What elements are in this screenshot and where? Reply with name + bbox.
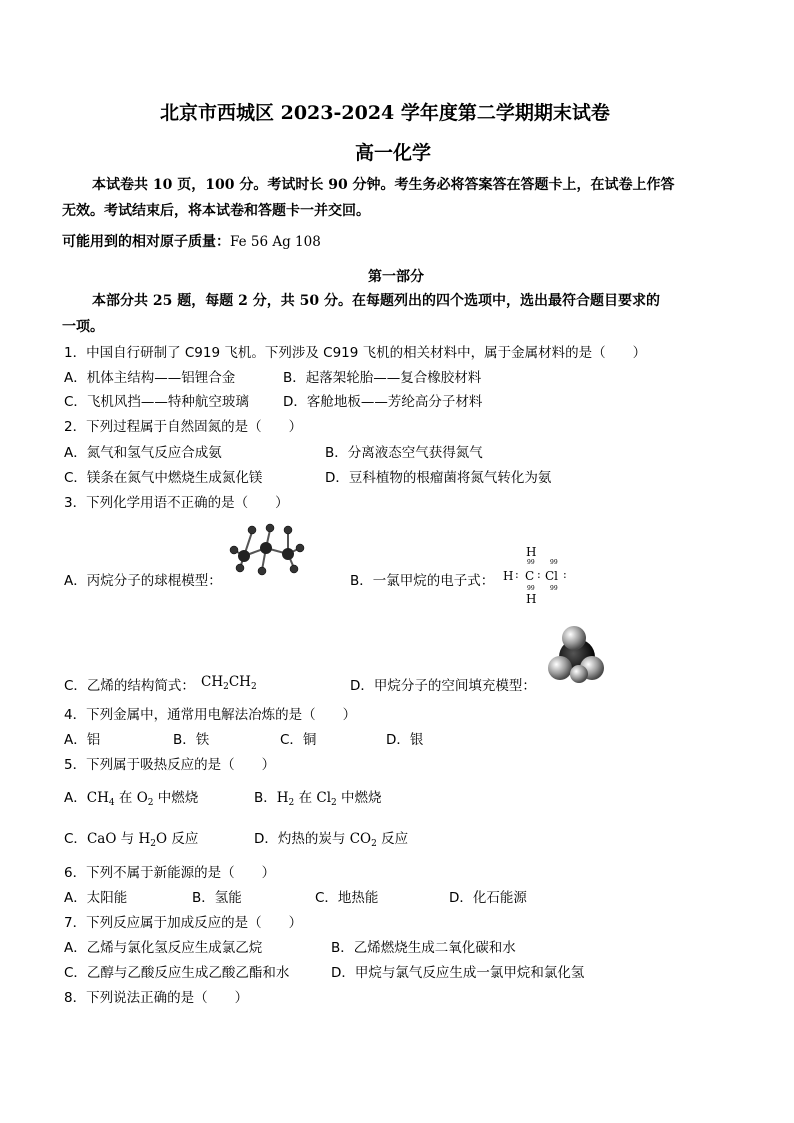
section-desc-1: 本部分共 25 题，每题 2 分，共 50 分。在每题列出的四个选项中，选出最符合题目要求的 <box>92 293 660 309</box>
q2-option-d: D．豆科植物的根瘤菌将氮气转化为氨 <box>325 470 552 486</box>
q5-stem: 5．下列属于吸热反应的是（ ） <box>64 757 276 773</box>
q7-option-c: C．乙醇与乙酸反应生成乙酸乙酯和水 <box>64 965 290 981</box>
formula-c: C <box>525 569 535 583</box>
propane-ball-stick-model <box>226 518 308 578</box>
intro-line-2: 无效。考试结束后，将本试卷和答题卡一并交回。 <box>62 203 370 219</box>
formula-h-top: H <box>526 545 537 559</box>
q6-option-b: B．氢能 <box>192 890 242 906</box>
q5-option-b <box>254 786 382 808</box>
q2-option-b: B．分离液态空气获得氮气 <box>325 445 483 461</box>
q5-b-h: H <box>276 790 289 806</box>
atomic-mass-line <box>62 231 321 251</box>
q5-a-in: 在 <box>114 790 137 806</box>
q5-b-prefix: B． <box>254 790 277 806</box>
dots-top-cl: 99 <box>550 559 558 566</box>
q1-option-b: B．起落架轮胎——复合橡胶材料 <box>283 370 482 386</box>
q5-option-d <box>254 827 408 849</box>
ethylene-ch-1: CH <box>201 674 224 690</box>
q5-c-sub-2: 2 <box>150 839 156 849</box>
q5-a-prefix: A． <box>64 790 87 806</box>
q4-stem: 4．下列金属中，通常用电解法冶炼的是（ ） <box>64 707 357 723</box>
q6-option-d: D．化石能源 <box>449 890 527 906</box>
q5-c-h: H <box>138 831 151 847</box>
q5-b-cl: Cl <box>316 790 332 806</box>
q2-option-c: C．镁条在氮气中燃烧生成氮化镁 <box>64 470 263 486</box>
q5-a-sub-4: 4 <box>108 798 115 808</box>
formula-h-bottom: H <box>526 592 537 606</box>
q3-option-d: D．甲烷分子的空间填充模型： <box>350 678 536 694</box>
q1-stem: 1．中国自行研制了 C919 飞机。下列涉及 C919 飞机的相关材料中，属于金属材料的是（ ） <box>64 345 647 361</box>
q3-option-b: B．一氯甲烷的电子式： <box>350 573 495 589</box>
q3-stem: 3．下列化学用语不正确的是（ ） <box>64 495 289 511</box>
intro-line-1: 本试卷共 10 页，100 分。考试时长 90 分钟。考生务必将答案答在答题卡上，在试卷上作答 <box>92 177 675 193</box>
q5-c-with: 与 <box>116 831 139 847</box>
ethylene-ch-2: CH <box>228 674 251 690</box>
q3-option-c: C．乙烯的结构简式： <box>64 678 195 694</box>
dots-bottom-c: 99 <box>527 585 535 592</box>
page-title: 北京市西城区 2023-2024 学年度第二学期期末试卷 <box>160 102 610 124</box>
q5-a-suffix: 中燃烧 <box>153 790 199 806</box>
formula-h-left: H <box>503 569 514 583</box>
q5-b-suffix: 中燃烧 <box>336 790 382 806</box>
q5-d-co: CO <box>349 831 372 847</box>
section-title: 第一部分 <box>368 269 424 285</box>
q8-stem: 8．下列说法正确的是（ ） <box>64 990 249 1006</box>
q5-a-sub-2: 2 <box>147 798 154 808</box>
colon-mid: : <box>537 568 541 581</box>
q7-option-a: A．乙烯与氯化氢反应生成氯乙烷 <box>64 940 263 956</box>
q3-option-a: A．丙烷分子的球棍模型： <box>64 573 222 589</box>
q6-option-c: C．地热能 <box>315 890 379 906</box>
q1-option-c: C．飞机风挡——特种航空玻璃 <box>64 394 249 410</box>
q5-c-o: O <box>156 831 168 847</box>
q5-c-suffix: 反应 <box>167 831 199 847</box>
q5-option-c <box>64 827 198 849</box>
q6-stem: 6．下列不属于新能源的是（ ） <box>64 865 276 881</box>
q5-b-sub-2b: 2 <box>331 798 337 808</box>
q2-option-a: A．氮气和氢气反应合成氨 <box>64 445 222 461</box>
q1-option-d: D．客舱地板——芳纶高分子材料 <box>283 394 483 410</box>
colon-right: : <box>563 568 567 581</box>
q4-option-a: A．铝 <box>64 732 101 748</box>
colon-left: : <box>515 568 519 581</box>
q5-d-suffix: 反应 <box>376 831 409 847</box>
q4-option-c: C．铜 <box>280 732 317 748</box>
q5-c-prefix: C． <box>64 831 87 847</box>
q7-option-b: B．乙烯燃烧生成二氧化碳和水 <box>331 940 516 956</box>
atomic-mass-values: Fe 56 Ag 108 <box>230 234 321 250</box>
q7-stem: 7．下列反应属于加成反应的是（ ） <box>64 915 303 931</box>
q6-option-a: A．太阳能 <box>64 890 128 906</box>
q5-d-prefix: D．灼热的炭与 <box>254 831 350 847</box>
ethylene-formula <box>201 674 257 692</box>
q5-d-sub-2: 2 <box>371 839 377 849</box>
chloromethane-electron-formula <box>503 545 573 607</box>
q4-option-b: B．铁 <box>173 732 210 748</box>
ethylene-sub-2: 2 <box>250 682 257 692</box>
q4-option-d: D．银 <box>386 732 424 748</box>
dots-top-c: 99 <box>527 559 535 566</box>
formula-cl: Cl <box>545 569 559 583</box>
q5-option-a <box>64 786 198 808</box>
q1-option-a: A．机体主结构——铝锂合金 <box>64 370 236 386</box>
atomic-mass-label: 可能用到的相对原子质量： <box>62 234 230 250</box>
q5-b-in: 在 <box>294 790 317 806</box>
q5-c-cao: CaO <box>86 831 117 847</box>
q5-a-ch: CH <box>86 790 109 806</box>
ethylene-sub-1: 2 <box>223 682 229 692</box>
q5-b-sub-2: 2 <box>288 798 295 808</box>
q2-stem: 2．下列过程属于自然固氮的是（ ） <box>64 419 303 435</box>
section-desc-2: 一项。 <box>62 319 104 335</box>
q7-option-d: D．甲烷与氯气反应生成一氯甲烷和氯化氢 <box>331 965 585 981</box>
q5-a-o: O <box>136 790 148 806</box>
page-subtitle: 高一化学 <box>355 142 432 164</box>
dots-bottom-cl: 99 <box>550 585 558 592</box>
methane-space-filling-model <box>546 624 608 686</box>
